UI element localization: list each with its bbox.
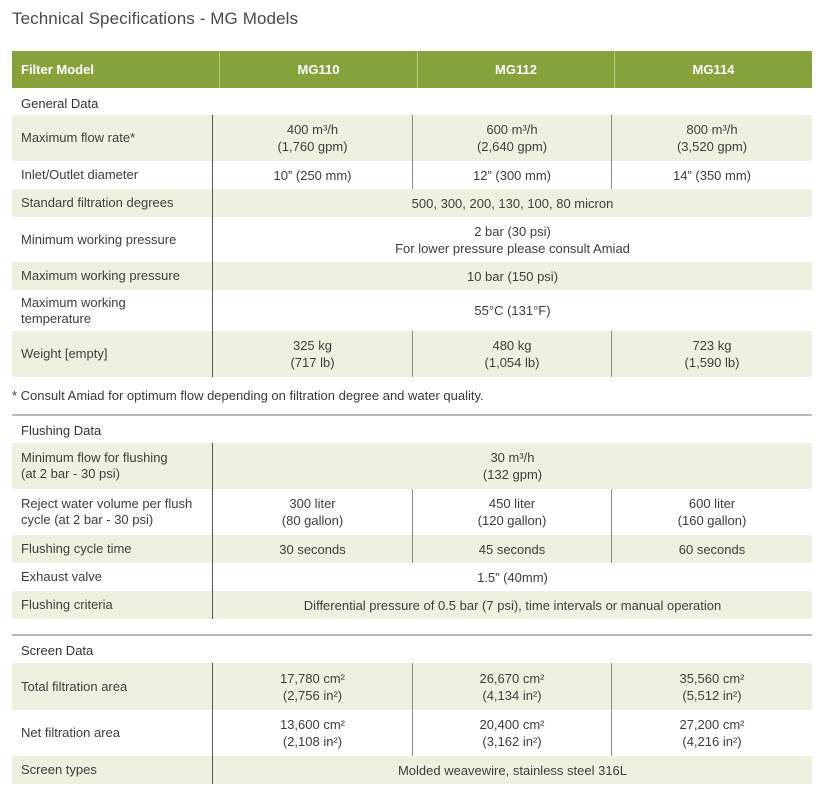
cell-mg112: 20,400 cm² (3,162 in²)	[413, 710, 612, 756]
table-row-min-flow-flushing	[12, 443, 812, 489]
cell-mg114: 35,560 cm² (5,512 in²)	[679, 670, 745, 703]
table-row-max-temp	[12, 290, 812, 331]
cell-mg110: 17,780 cm² (2,756 in²)	[213, 663, 413, 710]
table-row-reject-volume	[12, 489, 812, 535]
page-title: Technical Specifications - MG Models	[12, 9, 299, 28]
cell-mg114: 60 seconds	[678, 541, 746, 557]
cell-all-models: 500, 300, 200, 130, 100, 80 micron	[411, 195, 614, 211]
cell-mg112: 45 seconds	[413, 535, 612, 563]
cell-mg110: 13,600 cm² (2,108 in²)	[213, 710, 413, 756]
cell-mg114: 800 m³/h (3,520 gpm)	[676, 122, 748, 154]
table-header	[12, 51, 812, 88]
table-row-net-area	[12, 710, 812, 756]
table-row-filtration-degrees	[12, 189, 812, 217]
table-row-inlet-outlet	[12, 161, 812, 189]
section-flushing-data: Flushing Data	[21, 423, 102, 438]
cell-mg112: 600 m³/h (2,640 gpm)	[413, 115, 612, 161]
cell-mg114: 723 kg (1,590 lb)	[684, 338, 740, 370]
row-label: Maximum flow rate*	[12, 115, 213, 161]
section-divider	[12, 414, 812, 416]
section-divider	[12, 634, 812, 636]
cell-mg112: 450 liter (120 gallon)	[413, 489, 612, 535]
row-label: Flushing cycle time	[12, 535, 213, 563]
cell-all-models: 1.5” (40mm)	[477, 569, 548, 585]
cell-mg112: 12” (300 mm)	[413, 161, 612, 189]
table-row-max-flow	[12, 115, 812, 161]
cell-mg110: 300 liter (80 gallon)	[213, 489, 413, 535]
cell-mg114: 27,200 cm² (4,216 in²)	[679, 717, 745, 749]
row-label: Standard filtration degrees	[12, 189, 213, 217]
cell-all-models: 55°C (131°F)	[474, 303, 551, 318]
cell-all-models: Differential pressure of 0.5 bar (7 psi), time intervals or manual operation	[303, 597, 722, 613]
cell-mg110: 325 kg (717 lb)	[213, 331, 413, 377]
table-row-total-area	[12, 663, 812, 710]
header-mg114: MG114	[614, 51, 812, 88]
row-label: Minimum flow for flushing (at 2 bar - 30 psi)	[12, 443, 213, 489]
section-general-data: General Data	[21, 95, 99, 111]
row-label: Minimum working pressure	[12, 217, 213, 262]
cell-all-models: 2 bar (30 psi) For lower pressure please consult Amiad	[395, 223, 630, 256]
row-label: Total filtration area	[12, 663, 213, 710]
table-row-min-pressure	[12, 217, 812, 262]
row-label: Screen types	[12, 756, 213, 784]
row-label: Flushing criteria	[12, 591, 213, 619]
cell-all-models: Molded weavewire, stainless steel 316L	[397, 762, 628, 778]
cell-mg112: 480 kg (1,054 lb)	[413, 331, 612, 377]
header-filter-model: Filter Model	[21, 62, 94, 77]
section-screen-data: Screen Data	[21, 643, 94, 658]
row-label: Weight [empty]	[12, 331, 213, 377]
row-label: Reject water volume per flush cycle (at 2 bar - 30 psi)	[12, 489, 213, 535]
row-label: Net filtration area	[12, 710, 213, 756]
row-label: Maximum working pressure	[12, 262, 213, 290]
row-label: Maximum working temperature	[12, 290, 213, 331]
row-label: Exhaust valve	[12, 563, 213, 591]
header-mg112: MG112	[417, 51, 614, 88]
table-row-exhaust-valve	[12, 563, 812, 591]
cell-mg114: 14” (350 mm)	[672, 167, 752, 183]
cell-mg114: 600 liter (160 gallon)	[677, 496, 747, 528]
footnote: * Consult Amiad for optimum flow depending on filtration degree and water quality.	[12, 388, 484, 403]
table-row-screen-types	[12, 756, 812, 784]
table-row-flushing-criteria	[12, 591, 812, 619]
table-row-max-pressure	[12, 262, 812, 290]
cell-mg110: 10” (250 mm)	[213, 161, 413, 189]
cell-all-models: 30 m³/h (132 gpm)	[482, 450, 543, 482]
row-label: Inlet/Outlet diameter	[12, 161, 213, 189]
table-row-cycle-time	[12, 535, 812, 563]
table-row-weight	[12, 331, 812, 377]
cell-mg110: 400 m³/h (1,760 gpm)	[213, 115, 413, 161]
cell-all-models: 10 bar (150 psi)	[466, 268, 559, 284]
cell-mg110: 30 seconds	[213, 535, 413, 563]
cell-mg112: 26,670 cm² (4,134 in²)	[413, 663, 612, 710]
header-mg110: MG110	[219, 51, 417, 88]
